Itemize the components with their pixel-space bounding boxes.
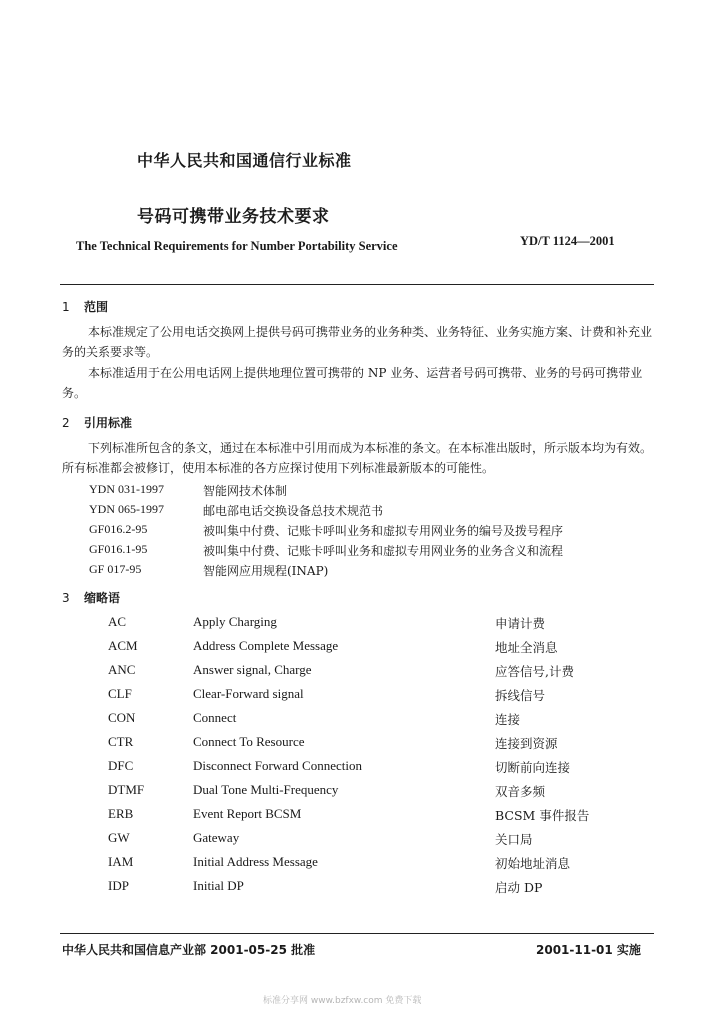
abbr-english: Initial Address Message — [193, 854, 318, 869]
ref-code: GF016.2-95 — [89, 522, 148, 536]
abbr-english: Event Report BCSM — [193, 806, 302, 821]
section-3-heading — [62, 589, 120, 606]
watermark: 标准分享网 www.bzfxw.com 免费下载 — [263, 996, 422, 1006]
section-2-title: 引用标准 — [84, 416, 133, 430]
section-2-heading — [62, 414, 132, 431]
top-divider — [60, 284, 654, 285]
abbr-term: ACM — [108, 638, 138, 653]
abbr-term: ERB — [108, 806, 134, 821]
abbr-english: Connect To Resource — [193, 734, 305, 749]
standard-code: YD/T 1124—2001 — [520, 234, 615, 248]
abbr-chinese: 初始地址消息 — [495, 856, 571, 871]
ref-title: 被叫集中付费、记账卡呼叫业务和虚拟专用网业务的业务含义和流程 — [203, 544, 564, 558]
abbr-chinese: 应答信号,计费 — [495, 664, 574, 679]
abbr-chinese: BCSM 事件报告 — [495, 808, 590, 823]
abbr-chinese: 申请计费 — [495, 616, 546, 631]
abbr-term: IAM — [108, 854, 134, 869]
section-1-para-1: 本标准规定了公用电话交换网上提供号码可携带业务的业务种类、业务特征、业务实施方案、计费和补充业务的关系要求等。 — [62, 325, 653, 359]
section-1-number: 1 — [62, 300, 70, 314]
abbr-chinese: 切断前向连接 — [495, 760, 571, 775]
abbr-chinese: 连接到资源 — [495, 736, 558, 751]
ref-code: GF 017-95 — [89, 562, 142, 576]
abbr-term: ANC — [108, 662, 136, 677]
section-3-title: 缩略语 — [84, 591, 121, 605]
ref-title: 智能网应用规程(INAP) — [203, 564, 329, 578]
abbr-term: GW — [108, 830, 130, 845]
abbr-chinese: 启动 DP — [495, 880, 543, 895]
section-1-title: 范围 — [84, 300, 109, 314]
bottom-divider — [60, 933, 654, 934]
abbr-chinese: 拆线信号 — [495, 688, 546, 703]
abbr-english: Dual Tone Multi-Frequency — [193, 782, 339, 797]
section-2-number: 2 — [62, 416, 70, 430]
ref-code: YDN 065-1997 — [89, 502, 164, 516]
abbr-term: DFC — [108, 758, 134, 773]
ref-title: 被叫集中付费、记账卡呼叫业务和虚拟专用网业务的编号及拨号程序 — [203, 524, 564, 538]
abbr-english: Disconnect Forward Connection — [193, 758, 362, 773]
abbr-term: AC — [108, 614, 127, 629]
abbr-term: DTMF — [108, 782, 145, 797]
abbr-english: Gateway — [193, 830, 240, 845]
section-2-para: 下列标准所包含的条文，通过在本标准中引用而成为本标准的条文。在本标准出版时，所示版本均为有效。所有标准都会被修订，使用本标准的各方应探讨使用下列标准最新版本的可能性。 — [62, 441, 653, 475]
abbr-chinese: 连接 — [495, 712, 521, 727]
abbr-english: Answer signal, Charge — [193, 662, 312, 677]
abbr-chinese: 双音多频 — [495, 784, 546, 799]
ref-title: 智能网技术体制 — [203, 484, 288, 498]
abbr-term: CTR — [108, 734, 134, 749]
abbr-term: IDP — [108, 878, 129, 893]
approval-line: 中华人民共和国信息产业部 2001-05-25 批准 — [62, 943, 316, 957]
abbr-term: CON — [108, 710, 136, 725]
section-3-number: 3 — [62, 591, 70, 605]
abbr-english: Clear-Forward signal — [193, 686, 304, 701]
section-1-heading — [62, 298, 108, 315]
standard-title-zh: 号码可携带业务技术要求 — [137, 207, 330, 227]
abbr-chinese: 地址全消息 — [495, 640, 558, 655]
abbr-english: Connect — [193, 710, 237, 725]
abbr-english: Address Complete Message — [193, 638, 339, 653]
implementation-date: 2001-11-01 实施 — [536, 943, 641, 957]
ref-code: GF016.1-95 — [89, 542, 148, 556]
abbr-english: Initial DP — [193, 878, 244, 893]
ref-title: 邮电部电话交换设备总技术规范书 — [203, 504, 384, 518]
industry-standard-heading: 中华人民共和国通信行业标准 — [137, 151, 352, 170]
abbr-english: Apply Charging — [193, 614, 277, 629]
abbr-term: CLF — [108, 686, 132, 701]
ref-code: YDN 031-1997 — [89, 482, 164, 496]
abbr-chinese: 关口局 — [495, 832, 533, 847]
section-1-para-2: 本标准适用于在公用电话网上提供地理位置可携带的 NP 业务、运营者号码可携带、业务的号码可携带业务。 — [62, 366, 643, 400]
standard-title-en: The Technical Requirements for Number Portability Service — [76, 239, 398, 253]
